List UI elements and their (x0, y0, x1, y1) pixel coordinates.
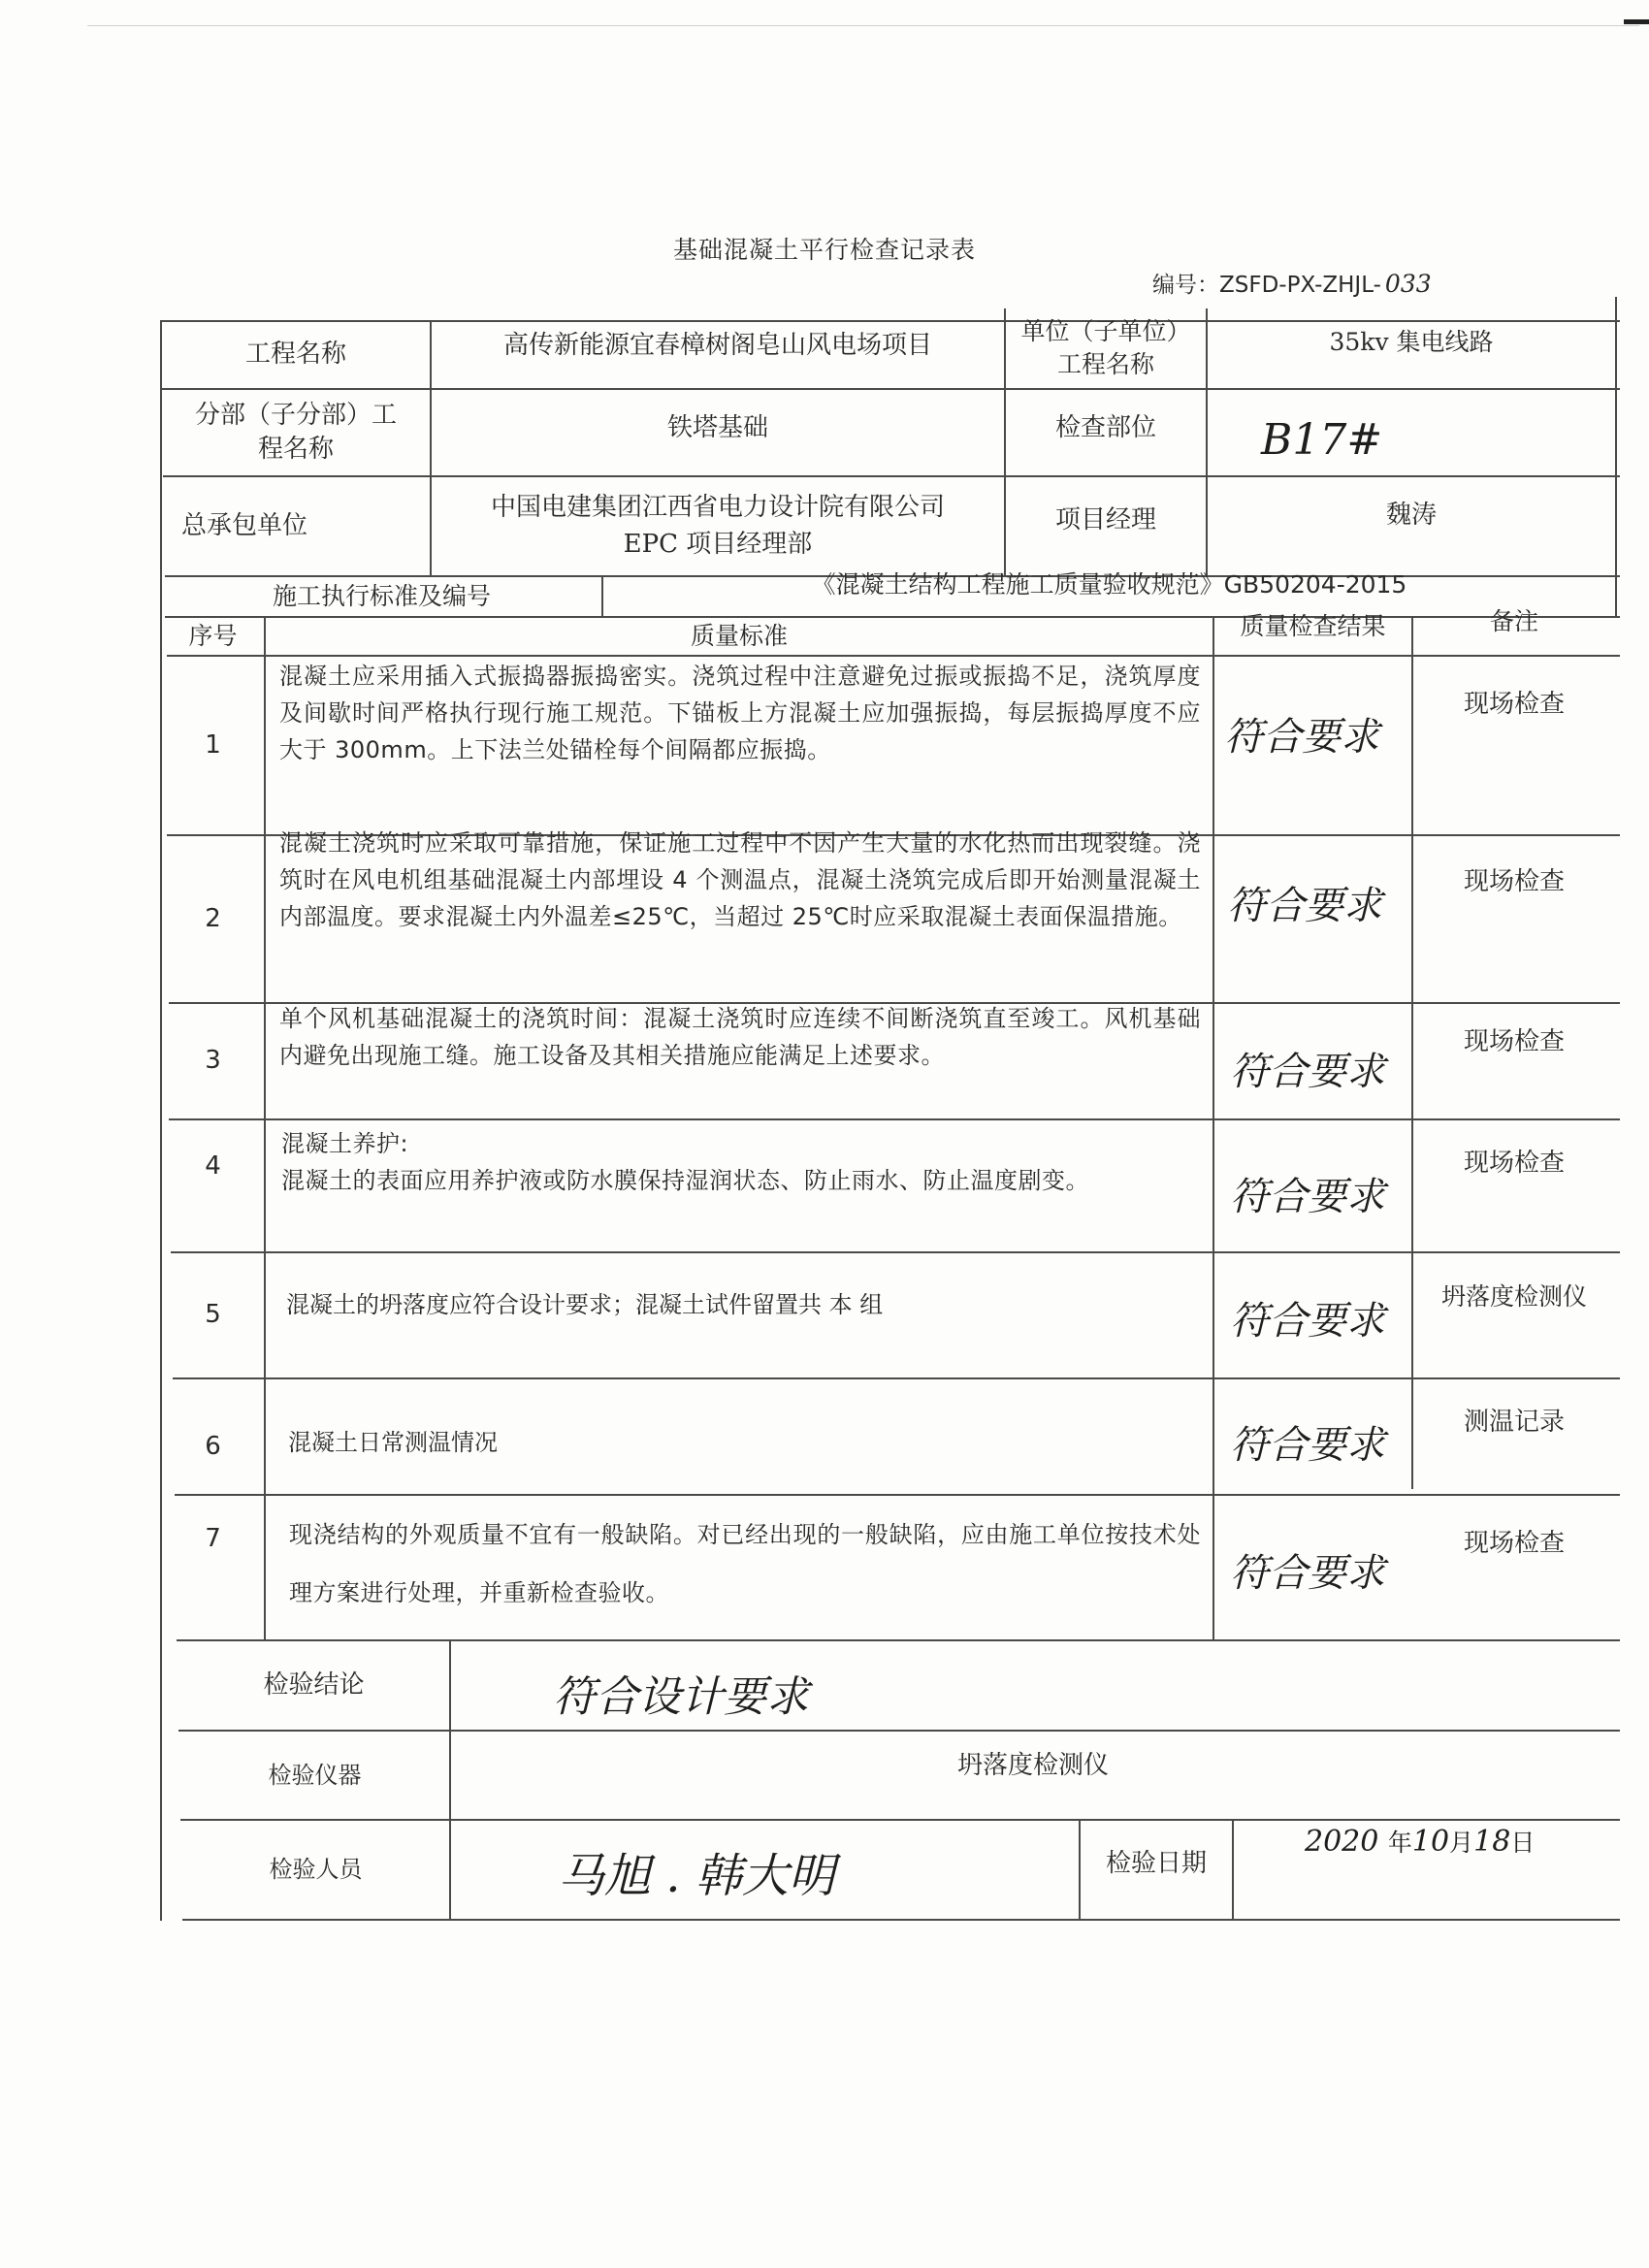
project-name-value: 高传新能源宜春樟树阁皂山风电场项目 (502, 331, 932, 361)
date-day-unit: 日 (1510, 1829, 1536, 1857)
rule (264, 616, 266, 1639)
contractor-label: 总承包单位 (181, 510, 308, 540)
rule (173, 1377, 1620, 1379)
row-standard-text: 现浇结构的外观质量不宜有一般缺陷。对已经出现的一般缺陷，应由施工单位按技术处理方案进行处理，并重新检查验收。 (289, 1521, 1201, 1606)
column-remark: 备注 (1489, 607, 1538, 636)
row-standard-text: 混凝土日常测温情况 (288, 1429, 498, 1457)
date-year: 2020 (1305, 1825, 1379, 1859)
rule (1212, 616, 1214, 1639)
unit-name-label (1006, 308, 1206, 388)
inspectors-handwritten: 马旭 . 韩大明 (558, 1849, 835, 1903)
subdivision-label-line2: 程名称 (257, 435, 334, 464)
row-remark: 测温记录 (1463, 1408, 1565, 1438)
instrument-value: 坍落度检测仪 (956, 1751, 1109, 1781)
conclusion-handwritten: 符合设计要求 (553, 1672, 809, 1722)
unit-name-value: 35kv 集电线路 (1329, 328, 1494, 357)
rule (182, 1919, 1620, 1921)
inspection-date (1305, 1824, 1535, 1859)
date-label: 检验日期 (1105, 1849, 1207, 1879)
row-standard-text: 混凝土浇筑时应采取可靠措施，保证施工过程中不因产生大量的水化热而出现裂缝。浇筑时在风电机组基础混凝土内部埋设 4 个测温点，混凝土浇筑完成后即开始测量混凝土内部温度。要求混凝土内外温差≤25℃，当超过 25℃时应采取混凝土表面保温措施。 (279, 829, 1201, 930)
row-standard-title: 混凝土养护: (281, 1130, 409, 1157)
row-standard-text (281, 1125, 1203, 1199)
rule (169, 1118, 1620, 1120)
contractor-value-line1: 中国电建集团江西省电力设计院有限公司 (490, 492, 945, 522)
inspection-part-handwritten: B17# (1261, 415, 1383, 465)
instrument-label: 检验仪器 (268, 1761, 362, 1789)
row-result-handwritten: 符合要求 (1230, 1299, 1385, 1344)
document-title: 基础混凝土平行检查记录表 (672, 236, 976, 264)
subdivision-label-line1: 分部（子分部）工 (194, 400, 397, 430)
row-no: 2 (205, 903, 221, 933)
document-number-handwritten: 033 (1384, 270, 1432, 298)
column-result: 质量检查结果 (1240, 612, 1386, 641)
row-result-handwritten: 符合要求 (1230, 1551, 1385, 1596)
column-standard: 质量标准 (690, 622, 788, 651)
rule (175, 1494, 1620, 1496)
scan-border-top (87, 25, 1639, 26)
manager-label: 项目经理 (1054, 505, 1156, 535)
date-month: 10 (1411, 1825, 1450, 1859)
inspector-label: 检验人员 (269, 1856, 363, 1884)
document-number-label: 编号：ZSFD-PX-ZHJL- (1152, 273, 1381, 298)
row-remark: 坍落度检测仪 (1440, 1282, 1587, 1312)
row-no: 1 (205, 729, 221, 760)
row-result-handwritten: 符合要求 (1230, 1423, 1385, 1468)
row-no: 3 (205, 1046, 221, 1076)
rule (167, 655, 1620, 657)
manager-value: 魏涛 (1385, 501, 1437, 531)
row-standard-text: 单个风机基础混凝土的浇筑时间：混凝土浇筑时应连续不间断浇筑直至竣工。风机基础内避免出现施工缝。施工设备及其相关措施应能满足上述要求。 (279, 1005, 1201, 1069)
row-result-handwritten: 符合要求 (1230, 1175, 1385, 1219)
rule (1232, 1819, 1234, 1919)
row-remark: 现场检查 (1463, 1027, 1565, 1057)
column-no: 序号 (188, 622, 238, 651)
project-name-label: 工程名称 (244, 340, 346, 370)
row-result-handwritten: 符合要求 (1230, 1050, 1385, 1094)
unit-name-label-line1: 单位（子单位） (1020, 317, 1191, 346)
row-no: 7 (205, 1524, 221, 1554)
row-standard-text: 混凝土应采用插入式振捣器振捣密实。浇筑过程中注意避免过振或振捣不足，浇筑厚度及间歇时间严格执行现行施工规范。下锚板上方混凝土应加强振捣，每层振捣厚度不应大于 300mm。上下法兰处锚栓每个间隔都应振捣。 (279, 663, 1201, 763)
row-standard-text: 混凝土的坍落度应符合设计要求；混凝土试件留置共 本 组 (286, 1290, 884, 1318)
unit-name-label-line2: 工程名称 (1056, 350, 1154, 378)
date-year-unit: 年 (1387, 1829, 1412, 1857)
document-number (1152, 267, 1432, 299)
scan-edge-mark (1624, 19, 1649, 24)
row-standard-body: 混凝土的表面应用养护液或防水膜保持湿润状态、防止雨水、防止温度剧变。 (281, 1167, 1089, 1194)
rule (171, 1251, 1620, 1253)
conclusion-label: 检验结论 (263, 1669, 365, 1700)
date-day: 18 (1473, 1825, 1511, 1859)
row-no: 4 (205, 1150, 221, 1181)
row-no: 5 (205, 1300, 221, 1330)
row-result-handwritten: 符合要求 (1227, 884, 1382, 928)
inspection-part-label: 检查部位 (1054, 413, 1156, 443)
row-remark: 现场检查 (1463, 866, 1565, 896)
subdivision-label (162, 390, 430, 475)
standard-value: 《混凝土结构工程施工质量验收规范》GB50204-2015 (811, 569, 1407, 599)
subdivision-value: 铁塔基础 (666, 413, 768, 443)
row-remark: 现场检查 (1463, 1529, 1565, 1559)
contractor-value (432, 477, 1004, 575)
standard-label: 施工执行标准及编号 (272, 582, 491, 611)
contractor-value-line2: EPC 项目经理部 (623, 529, 813, 559)
date-month-unit: 月 (1449, 1829, 1474, 1857)
row-remark: 现场检查 (1463, 1149, 1565, 1179)
row-remark: 现场检查 (1463, 690, 1565, 720)
rule (1615, 297, 1617, 617)
row-result-handwritten: 符合要求 (1224, 715, 1379, 760)
row-no: 6 (205, 1432, 221, 1462)
